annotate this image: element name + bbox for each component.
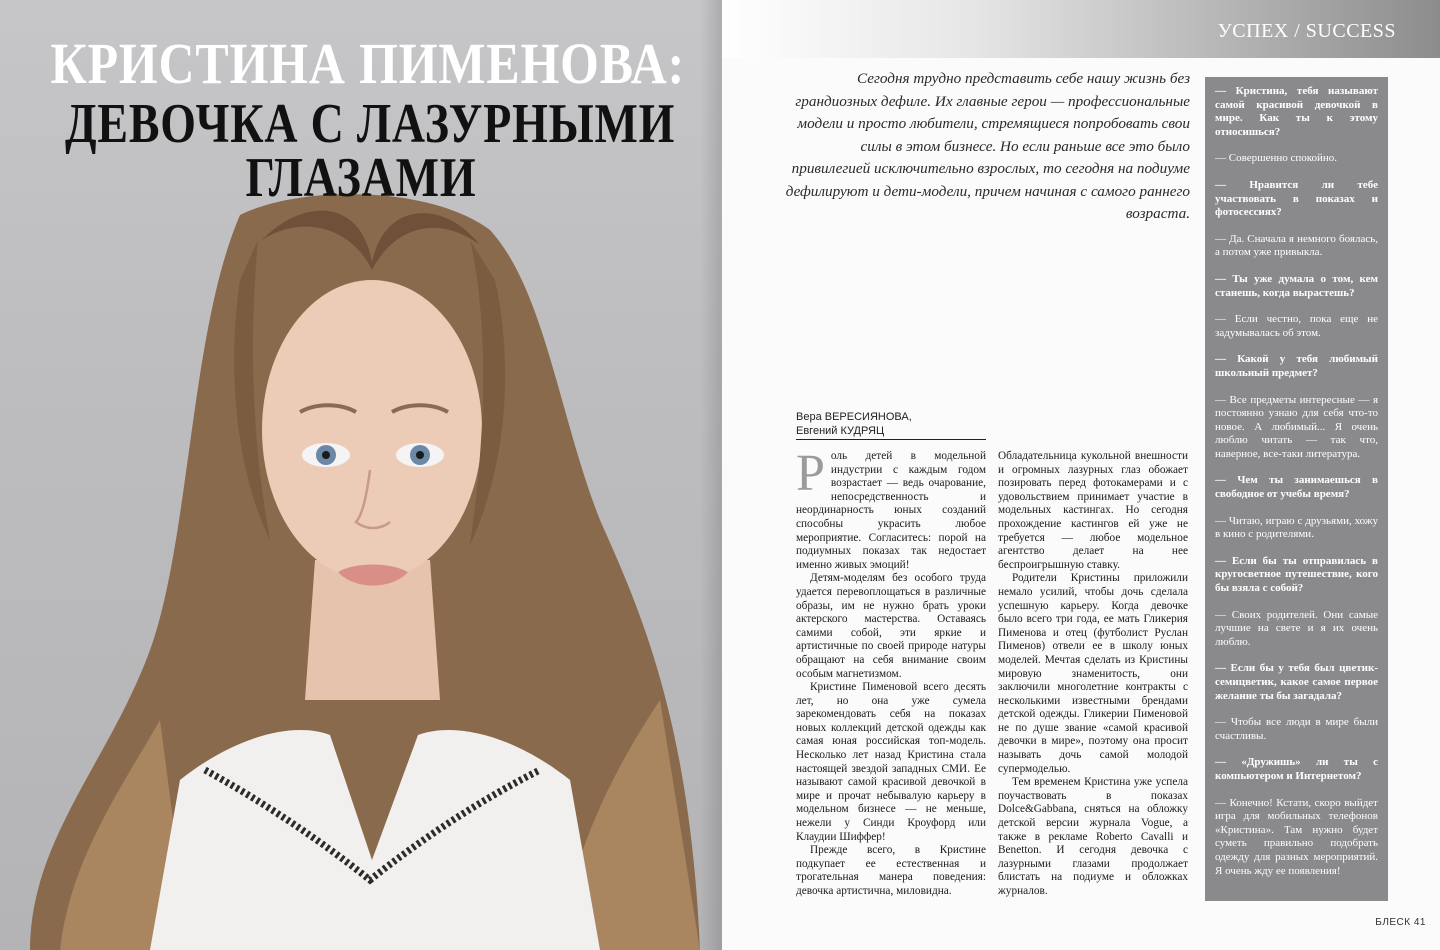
article-column-1 (796, 445, 986, 899)
interview-question: — «Дружишь» ли ты с компьютером и Интернетом? (1215, 756, 1378, 782)
section-label: УСПЕХ / SUCCESS (1217, 20, 1396, 42)
interview-answer: — Если честно, пока еще не задумывалась об этом. (1215, 313, 1378, 339)
interview-answer: — Читаю, играю с друзьями, хожу в кино с родителями. (1215, 514, 1378, 541)
article-paragraph: Тем временем Кристина уже успела поучаствовать в показах Dolce&Gabbana, сняться на обложку детской версии журнала Vogue, а также в рекламе Roberto Cavalli и Benetton. И сегодня девочка с лазурными глазами продолжает блистать на подиуме и обложках журналов. (998, 776, 1188, 897)
interview-question: — Какой у тебя любимый школьный предмет? (1215, 353, 1378, 379)
right-page (722, 0, 1440, 950)
interview-sidebar (1205, 77, 1388, 901)
interview-body (1215, 85, 1378, 878)
interview-answer: — Чтобы все люди в мире были счастливы. (1215, 716, 1378, 742)
interview-question: — Ты уже думала о том, кем станешь, когда вырастешь? (1215, 272, 1378, 299)
article-paragraph: Детям-моделям без особого труда удается перевоплощаться в различные образы, им не нужно брать уроки актерского мастерства. Оставаясь самими собой, эти яркие и артистичные по своей природе натуры обращают на себя внимание своим особым магнетизмом. (796, 572, 986, 680)
byline (796, 410, 986, 438)
article-paragraph: Роль детей в модельной индустрии с каждым годом возрастает — ведь очарование, непосредственность и неординарность юных созданий способны украсить любое мероприятие. Согласитесь: порой на подиумных показах так недостает именно живых эмоций! (796, 445, 986, 571)
byline-author-1: Вера ВЕРЕСИЯНОВА, (796, 411, 912, 423)
drop-cap: Р (796, 445, 825, 502)
interview-question: — Нравится ли тебе участвовать в показах и фотосессиях? (1215, 178, 1378, 219)
article-column-2 (998, 450, 1188, 899)
interview-question: — Если бы ты отправилась в кругосветное путешествие, кого бы взяла с собой? (1215, 554, 1378, 595)
headline-line-3: ГЛАЗАМИ (245, 147, 477, 209)
lead-paragraph: Сегодня трудно представить себе нашу жизнь без грандиозных дефиле. Их главные герои — профессиональные модели и просто любители, стремящиеся попробовать свои силы в этом бизнесе. Но если раньше все это было привилегией исключительно взрослых, то сегодня на подиуме дефилируют и дети-модели, причем начиная с самого раннего возраста. (785, 70, 1190, 222)
headline-line-2: ДЕВОЧКА С ЛАЗУРНЫМИ (64, 93, 676, 155)
page-folio: БЛЕСК 41 (1375, 917, 1426, 928)
byline-rule (796, 439, 986, 440)
interview-answer: — Да. Сначала я немного боялась, а потом уже привыкла. (1215, 232, 1378, 259)
article-paragraph: Родители Кристины приложили немало усилий, чтобы дочь сделала успешную карьеру. Когда девочке было всего три года, ее мать Гликерия Пименова и отец (футболист Руслан Пименов) отвели ее в школу юных моделей. Мечтая сделать из Кристины мировую знаменитость, они заключили многолетние контракты с несколькими известными брендами детской одежды. Гликерии Пименовой не по душе звание «самой красивой девочки в мире», поэтому она просит называть дочь самой молодой супермоделью. (998, 572, 1188, 775)
interview-question: — Если бы у тебя был цветик-семицветик, какое самое первое желание ты бы загадала? (1215, 662, 1378, 702)
interview-question: — Кристина, тебя называют самой красивой девочкой в мире. Как ты к этому относишься? (1215, 85, 1378, 138)
interview-answer: — Своих родителей. Они самые лучшие на свете и я их очень люблю. (1215, 608, 1378, 648)
byline-author-2: Евгений КУДРЯЦ (796, 425, 885, 437)
interview-answer: — Все предметы интересные — я постоянно узнаю для себя что-то новое. А любимый... Я очень люблю читать — так что, наверное, все-таки литература. (1215, 393, 1378, 460)
article-paragraph: Обладательница кукольной внешности и огромных лазурных глаз обожает позировать перед фотокамерами и с удовольствием принимает участие в модельных кастингах. Но сегодня прохождение кастингов ей уже не требуется — любое модельное агентство делает на нее беспроигрышную ставку. (998, 450, 1188, 571)
article-paragraph: Прежде всего, в Кристине подкупает ее естественная и трогательная манера поведения: девочка артистична, миловидна. (796, 844, 986, 897)
spine-shadow (700, 0, 722, 950)
interview-answer: — Конечно! Кстати, скоро выйдет игра для мобильных телефонов «Кристина». Там нужно будет суметь правильно подобрать одежду для разных мероприятий. Я очень жду ее появления! (1215, 796, 1378, 877)
article-paragraph: Кристине Пименовой всего десять лет, но она уже сумела зарекомендовать себя на показах новых коллекций детской одежды как самая юная российская топ-модель. Несколько лет назад Кристина стала настоящей звездой западных СМИ. Ее называют самой красивой девочкой в мире и прочат небывалую карьеру в модельном бизнесе — не меньше, нежели у Синди Кроуфорд или Клаудии Шиффер! (796, 681, 986, 843)
interview-answer: — Совершенно спокойно. (1215, 152, 1338, 165)
interview-question: — Чем ты занимаешься в свободное от учебы время? (1215, 474, 1378, 501)
headline-line-1: КРИСТИНА ПИМЕНОВА: (50, 31, 686, 96)
face (262, 280, 482, 580)
